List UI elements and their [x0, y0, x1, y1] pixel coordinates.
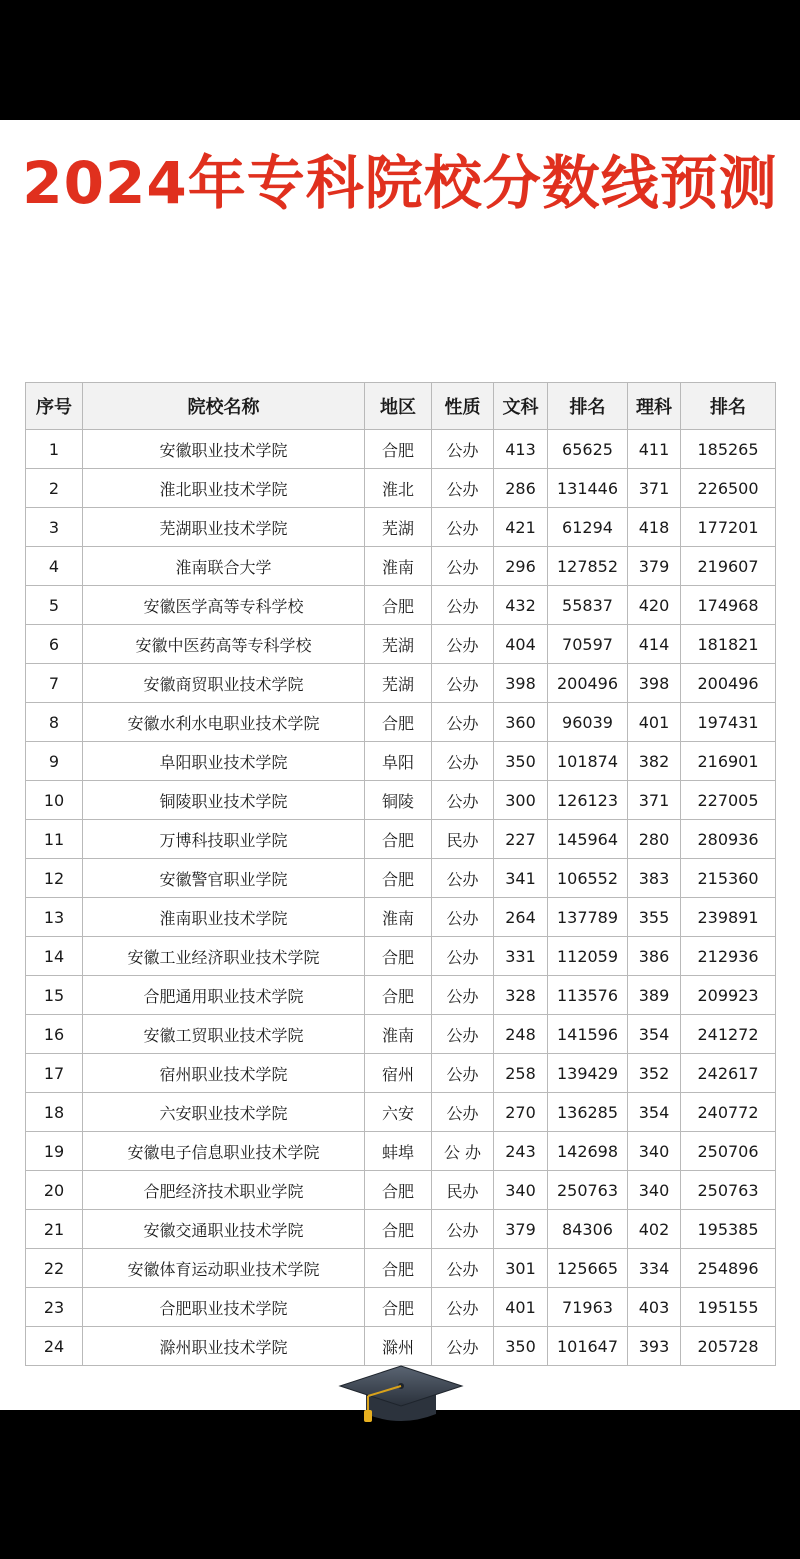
science-rank: 280936 [681, 820, 776, 859]
arts-rank: 65625 [548, 430, 628, 469]
region: 合肥 [365, 820, 432, 859]
table-row [26, 976, 776, 1015]
table-row [26, 625, 776, 664]
school-name: 安徽电子信息职业技术学院 [83, 1132, 365, 1171]
row-index: 12 [26, 859, 83, 898]
school-type: 民办 [432, 1171, 494, 1210]
school-name: 安徽职业技术学院 [83, 430, 365, 469]
table-row [26, 1132, 776, 1171]
arts-score: 379 [494, 1210, 548, 1249]
arts-rank: 71963 [548, 1288, 628, 1327]
school-type: 公办 [432, 469, 494, 508]
school-name: 合肥经济技术职业学院 [83, 1171, 365, 1210]
arts-rank: 145964 [548, 820, 628, 859]
school-name: 滁州职业技术学院 [83, 1327, 365, 1366]
school-name: 阜阳职业技术学院 [83, 742, 365, 781]
arts-rank: 96039 [548, 703, 628, 742]
arts-score: 432 [494, 586, 548, 625]
science-rank: 216901 [681, 742, 776, 781]
science-rank: 226500 [681, 469, 776, 508]
table-row [26, 1093, 776, 1132]
arts-score: 421 [494, 508, 548, 547]
table-row [26, 547, 776, 586]
science-score: 393 [628, 1327, 681, 1366]
arts-rank: 137789 [548, 898, 628, 937]
page-title: 2024年专科院校分数线预测 [22, 149, 778, 217]
science-rank: 219607 [681, 547, 776, 586]
row-index: 23 [26, 1288, 83, 1327]
school-type: 民办 [432, 820, 494, 859]
science-rank: 227005 [681, 781, 776, 820]
arts-score: 350 [494, 1327, 548, 1366]
header-school: 院校名称 [83, 383, 365, 430]
arts-score: 331 [494, 937, 548, 976]
arts-score: 350 [494, 742, 548, 781]
arts-rank: 55837 [548, 586, 628, 625]
region: 宿州 [365, 1054, 432, 1093]
school-type: 公办 [432, 781, 494, 820]
school-type: 公办 [432, 937, 494, 976]
region: 阜阳 [365, 742, 432, 781]
arts-score: 341 [494, 859, 548, 898]
arts-rank: 136285 [548, 1093, 628, 1132]
science-score: 280 [628, 820, 681, 859]
school-name: 安徽医学高等专科学校 [83, 586, 365, 625]
arts-score: 328 [494, 976, 548, 1015]
table-row [26, 1015, 776, 1054]
region: 六安 [365, 1093, 432, 1132]
science-rank: 181821 [681, 625, 776, 664]
region: 合肥 [365, 1249, 432, 1288]
science-score: 340 [628, 1132, 681, 1171]
school-name: 安徽商贸职业技术学院 [83, 664, 365, 703]
region: 蚌埠 [365, 1132, 432, 1171]
science-rank: 250706 [681, 1132, 776, 1171]
arts-rank: 125665 [548, 1249, 628, 1288]
arts-rank: 250763 [548, 1171, 628, 1210]
table-row [26, 1288, 776, 1327]
science-score: 371 [628, 469, 681, 508]
row-index: 4 [26, 547, 83, 586]
school-type: 公 办 [432, 1132, 494, 1171]
school-type: 公办 [432, 1327, 494, 1366]
school-type: 公办 [432, 742, 494, 781]
school-name: 淮南职业技术学院 [83, 898, 365, 937]
science-score: 340 [628, 1171, 681, 1210]
school-name: 安徽警官职业学院 [83, 859, 365, 898]
school-name: 安徽交通职业技术学院 [83, 1210, 365, 1249]
science-rank: 195385 [681, 1210, 776, 1249]
arts-rank: 139429 [548, 1054, 628, 1093]
region: 合肥 [365, 937, 432, 976]
arts-rank: 112059 [548, 937, 628, 976]
arts-rank: 70597 [548, 625, 628, 664]
school-name: 铜陵职业技术学院 [83, 781, 365, 820]
arts-rank: 113576 [548, 976, 628, 1015]
school-type: 公办 [432, 1093, 494, 1132]
row-index: 18 [26, 1093, 83, 1132]
school-name: 万博科技职业学院 [83, 820, 365, 859]
table-row [26, 430, 776, 469]
region: 合肥 [365, 1171, 432, 1210]
arts-score: 300 [494, 781, 548, 820]
science-rank: 185265 [681, 430, 776, 469]
school-name: 安徽水利水电职业技术学院 [83, 703, 365, 742]
science-rank: 240772 [681, 1093, 776, 1132]
region: 铜陵 [365, 781, 432, 820]
arts-score: 248 [494, 1015, 548, 1054]
school-name: 淮北职业技术学院 [83, 469, 365, 508]
school-type: 公办 [432, 1054, 494, 1093]
row-index: 10 [26, 781, 83, 820]
arts-rank: 131446 [548, 469, 628, 508]
table-row [26, 664, 776, 703]
header-index: 序号 [26, 383, 83, 430]
school-name: 六安职业技术学院 [83, 1093, 365, 1132]
arts-score: 227 [494, 820, 548, 859]
region: 合肥 [365, 1210, 432, 1249]
arts-rank: 101874 [548, 742, 628, 781]
arts-score: 301 [494, 1249, 548, 1288]
region: 淮北 [365, 469, 432, 508]
row-index: 24 [26, 1327, 83, 1366]
science-rank: 239891 [681, 898, 776, 937]
table-row [26, 586, 776, 625]
table-row [26, 508, 776, 547]
science-score: 403 [628, 1288, 681, 1327]
science-rank: 254896 [681, 1249, 776, 1288]
table-row [26, 742, 776, 781]
science-score: 411 [628, 430, 681, 469]
header-type: 性质 [432, 383, 494, 430]
row-index: 15 [26, 976, 83, 1015]
science-score: 401 [628, 703, 681, 742]
row-index: 22 [26, 1249, 83, 1288]
region: 滁州 [365, 1327, 432, 1366]
table-row [26, 1210, 776, 1249]
row-index: 17 [26, 1054, 83, 1093]
arts-score: 270 [494, 1093, 548, 1132]
arts-score: 264 [494, 898, 548, 937]
region: 合肥 [365, 430, 432, 469]
region: 合肥 [365, 1288, 432, 1327]
school-name: 合肥通用职业技术学院 [83, 976, 365, 1015]
row-index: 21 [26, 1210, 83, 1249]
region: 合肥 [365, 703, 432, 742]
school-type: 公办 [432, 1015, 494, 1054]
table-row [26, 1054, 776, 1093]
school-type: 公办 [432, 508, 494, 547]
arts-score: 258 [494, 1054, 548, 1093]
arts-rank: 84306 [548, 1210, 628, 1249]
row-index: 11 [26, 820, 83, 859]
science-rank: 241272 [681, 1015, 776, 1054]
arts-score: 243 [494, 1132, 548, 1171]
science-score: 382 [628, 742, 681, 781]
region: 淮南 [365, 1015, 432, 1054]
science-score: 352 [628, 1054, 681, 1093]
science-score: 398 [628, 664, 681, 703]
arts-rank: 101647 [548, 1327, 628, 1366]
science-score: 389 [628, 976, 681, 1015]
science-score: 420 [628, 586, 681, 625]
science-score: 402 [628, 1210, 681, 1249]
school-name: 宿州职业技术学院 [83, 1054, 365, 1093]
graduation-cap-icon [338, 1362, 464, 1422]
table-row [26, 1171, 776, 1210]
school-type: 公办 [432, 664, 494, 703]
arts-rank: 61294 [548, 508, 628, 547]
region: 合肥 [365, 586, 432, 625]
row-index: 5 [26, 586, 83, 625]
school-name: 芜湖职业技术学院 [83, 508, 365, 547]
header-region: 地区 [365, 383, 432, 430]
table-row [26, 1327, 776, 1366]
table-row [26, 820, 776, 859]
row-index: 20 [26, 1171, 83, 1210]
science-score: 383 [628, 859, 681, 898]
arts-rank: 126123 [548, 781, 628, 820]
row-index: 7 [26, 664, 83, 703]
table-row [26, 781, 776, 820]
school-type: 公办 [432, 1249, 494, 1288]
school-name: 安徽工业经济职业技术学院 [83, 937, 365, 976]
science-rank: 212936 [681, 937, 776, 976]
school-type: 公办 [432, 1210, 494, 1249]
row-index: 16 [26, 1015, 83, 1054]
region: 芜湖 [365, 508, 432, 547]
region: 芜湖 [365, 664, 432, 703]
arts-score: 360 [494, 703, 548, 742]
arts-score: 404 [494, 625, 548, 664]
arts-score: 340 [494, 1171, 548, 1210]
row-index: 2 [26, 469, 83, 508]
school-type: 公办 [432, 1288, 494, 1327]
science-score: 418 [628, 508, 681, 547]
table-row [26, 937, 776, 976]
school-type: 公办 [432, 703, 494, 742]
science-rank: 209923 [681, 976, 776, 1015]
region: 淮南 [365, 898, 432, 937]
science-rank: 215360 [681, 859, 776, 898]
row-index: 3 [26, 508, 83, 547]
science-score: 386 [628, 937, 681, 976]
school-type: 公办 [432, 976, 494, 1015]
school-name: 合肥职业技术学院 [83, 1288, 365, 1327]
science-score: 355 [628, 898, 681, 937]
science-rank: 205728 [681, 1327, 776, 1366]
table-row [26, 859, 776, 898]
row-index: 6 [26, 625, 83, 664]
school-type: 公办 [432, 586, 494, 625]
arts-score: 401 [494, 1288, 548, 1327]
science-rank: 195155 [681, 1288, 776, 1327]
science-rank: 242617 [681, 1054, 776, 1093]
science-rank: 197431 [681, 703, 776, 742]
arts-score: 296 [494, 547, 548, 586]
row-index: 9 [26, 742, 83, 781]
school-name: 安徽中医药高等专科学校 [83, 625, 365, 664]
science-rank: 174968 [681, 586, 776, 625]
header-science-rank: 排名 [681, 383, 776, 430]
arts-rank: 200496 [548, 664, 628, 703]
science-score: 334 [628, 1249, 681, 1288]
header-arts-score: 文科 [494, 383, 548, 430]
region: 合肥 [365, 976, 432, 1015]
row-index: 19 [26, 1132, 83, 1171]
school-type: 公办 [432, 898, 494, 937]
table-body [26, 430, 776, 1366]
header-arts-rank: 排名 [548, 383, 628, 430]
table-row [26, 469, 776, 508]
table-row [26, 898, 776, 937]
school-type: 公办 [432, 625, 494, 664]
science-rank: 200496 [681, 664, 776, 703]
row-index: 8 [26, 703, 83, 742]
school-name: 安徽工贸职业技术学院 [83, 1015, 365, 1054]
arts-rank: 141596 [548, 1015, 628, 1054]
school-name: 淮南联合大学 [83, 547, 365, 586]
score-table [25, 382, 776, 1366]
school-type: 公办 [432, 547, 494, 586]
table-row [26, 703, 776, 742]
arts-score: 286 [494, 469, 548, 508]
science-rank: 177201 [681, 508, 776, 547]
header-science-score: 理科 [628, 383, 681, 430]
science-score: 354 [628, 1093, 681, 1132]
science-score: 371 [628, 781, 681, 820]
row-index: 13 [26, 898, 83, 937]
science-score: 414 [628, 625, 681, 664]
region: 芜湖 [365, 625, 432, 664]
table-header-row [26, 383, 776, 430]
science-score: 379 [628, 547, 681, 586]
arts-rank: 142698 [548, 1132, 628, 1171]
row-index: 14 [26, 937, 83, 976]
school-type: 公办 [432, 859, 494, 898]
science-score: 354 [628, 1015, 681, 1054]
region: 合肥 [365, 859, 432, 898]
arts-score: 398 [494, 664, 548, 703]
school-name: 安徽体育运动职业技术学院 [83, 1249, 365, 1288]
science-rank: 250763 [681, 1171, 776, 1210]
arts-score: 413 [494, 430, 548, 469]
table-row [26, 1249, 776, 1288]
arts-rank: 106552 [548, 859, 628, 898]
school-type: 公办 [432, 430, 494, 469]
row-index: 1 [26, 430, 83, 469]
arts-rank: 127852 [548, 547, 628, 586]
region: 淮南 [365, 547, 432, 586]
